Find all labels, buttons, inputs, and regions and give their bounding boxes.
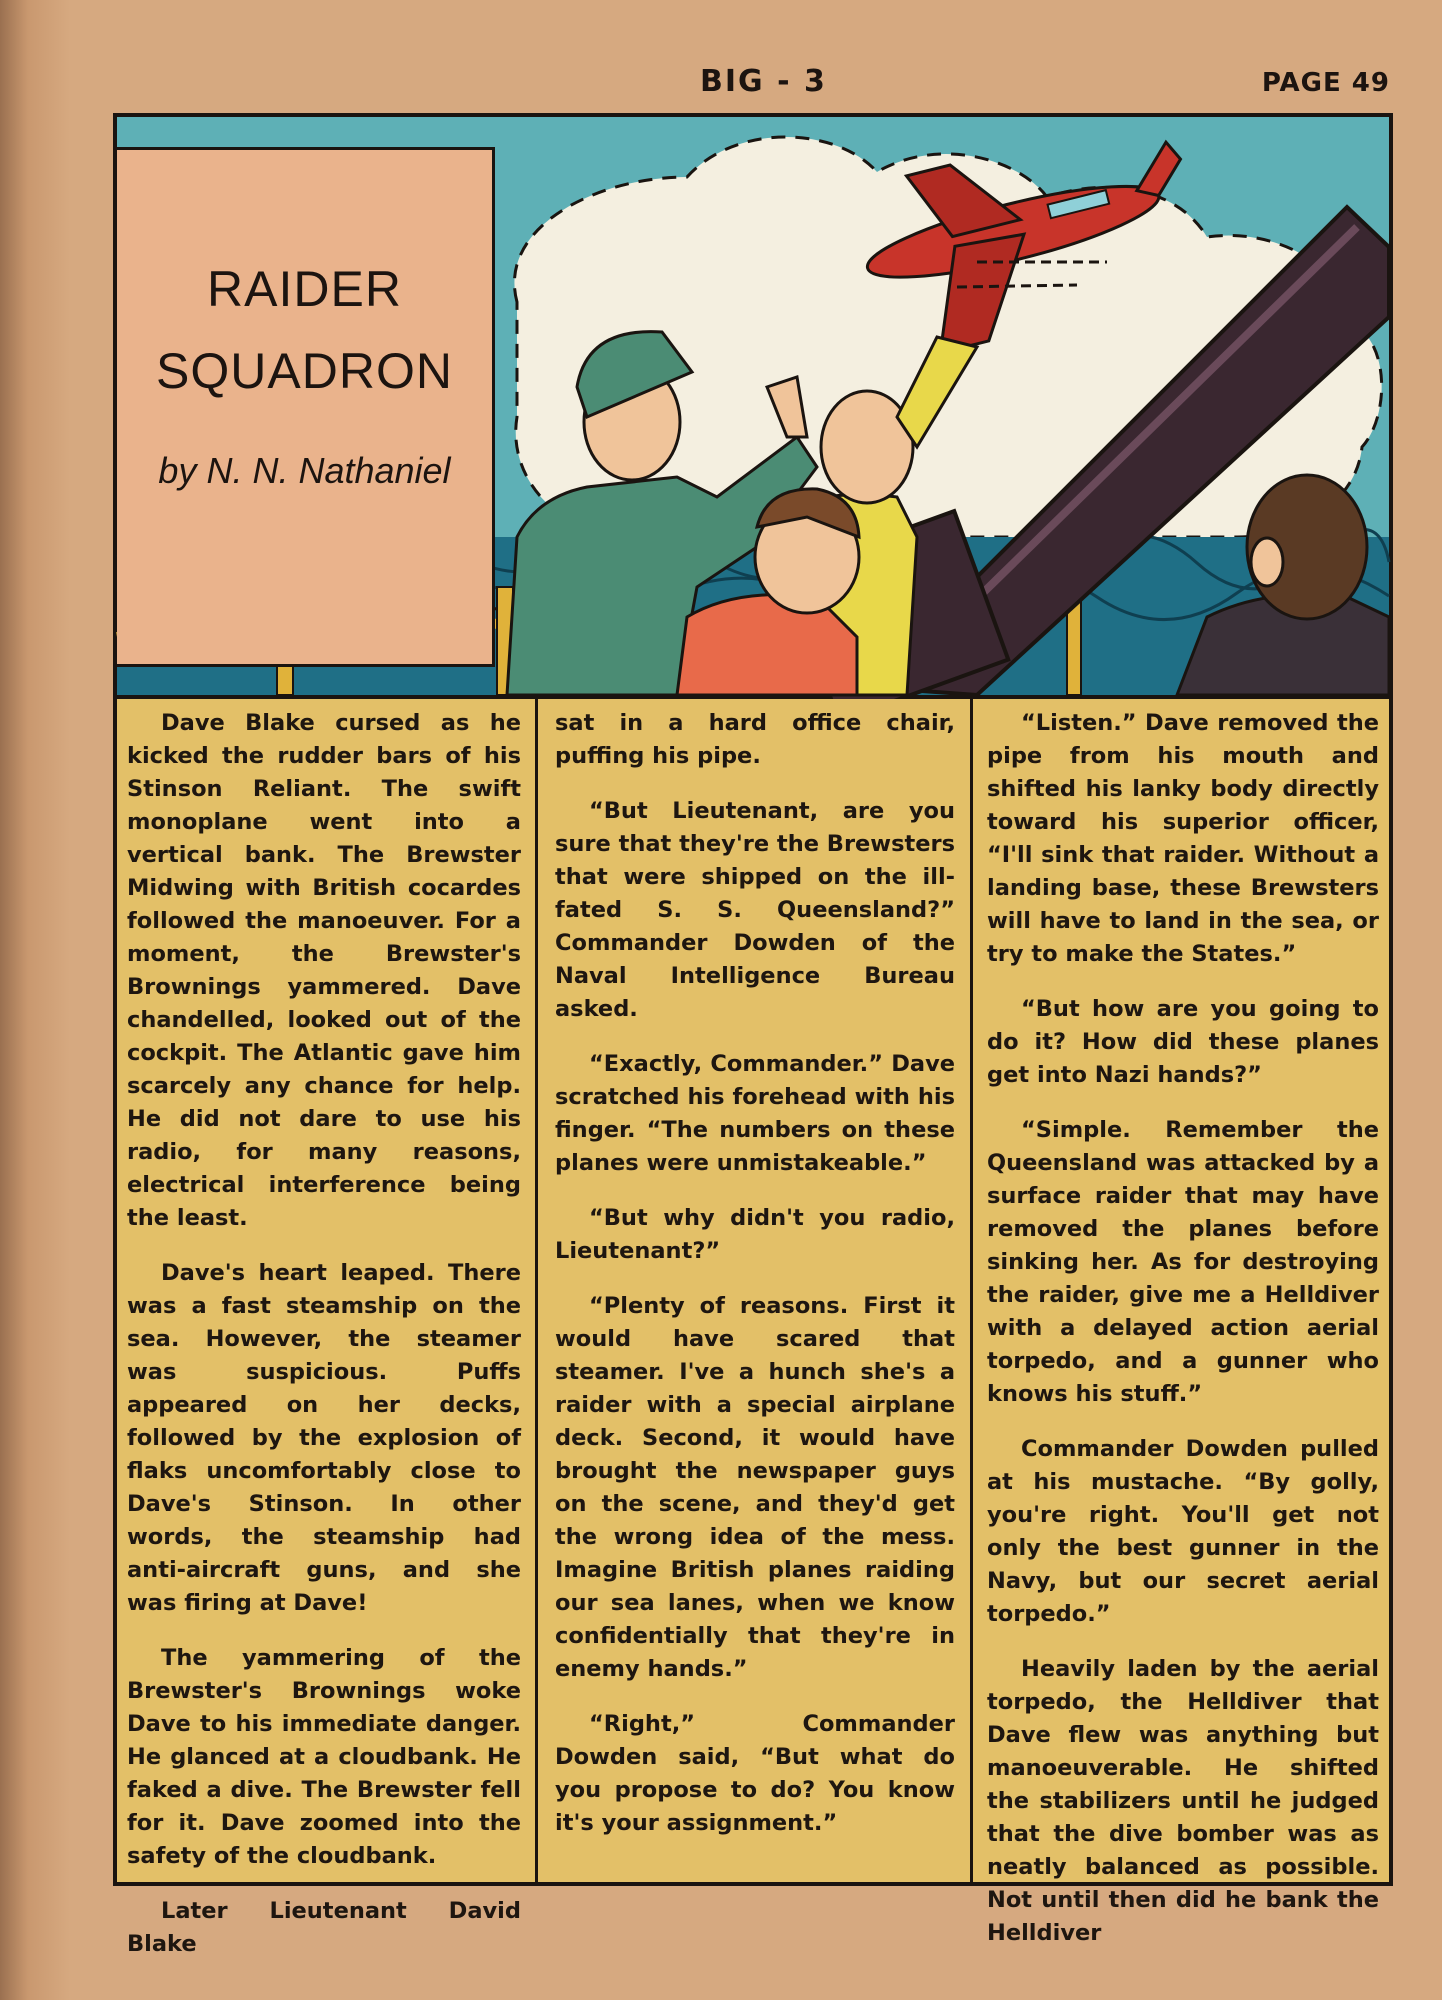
issue-label: BIG - 3 — [700, 64, 827, 99]
paragraph: Dave's heart leaped. There was a fast steamship on the sea. However, the steamer was suspicious. Puffs appeared on her decks, followed by the explosion of flaks uncomfortably close to Dave's Stinson. In other words, the steamship had anti-aircraft guns, and she was firing at Dave! — [127, 1260, 521, 1616]
paragraph: “Simple. Remember the Queensland was attacked by a surface raider that may have removed the planes before sinking her. As for destroying the raider, give me a Helldiver with a delayed action aerial torpedo, and a gunner who knows his stuff.” — [987, 1117, 1379, 1407]
comic-illustration-panel — [117, 117, 1389, 699]
column-divider — [535, 699, 538, 1882]
story-text-area — [117, 699, 1389, 1957]
paragraph: The yammering of the Brewster's Brownings woke Dave to his immediate danger. He glanced at a cloudbank. He faked a dive. The Brewster fell for it. Dave zoomed into the safety of the cloudbank. — [127, 1645, 521, 1869]
paragraph: sat in a hard office chair, puffing his pipe. — [555, 710, 955, 769]
text-column-1 — [127, 699, 521, 1957]
text-column-3 — [987, 699, 1379, 1946]
page-number: PAGE 49 — [1261, 68, 1390, 98]
story-title-box — [117, 147, 495, 667]
page-frame — [113, 113, 1393, 1957]
paragraph: “Exactly, Commander.” Dave scratched his forehead with his finger. “The numbers on these planes were unmistakeable.” — [555, 1051, 955, 1176]
column-divider — [970, 699, 973, 1882]
paragraph: Dave Blake cursed as he kicked the rudder bars of his Stinson Reliant. The swift monoplane went into a vertical bank. The Brewster Midwing with British cocardes followed the manoeuver. For a moment, the Brewster's Brownings yammered. Dave chandelled, looked out of the cockpit. The Atlantic gave him scarcely any chance for help. He did not dare to use his radio, for many reasons, electrical interference being the least. — [127, 710, 521, 1231]
paragraph: “But Lieutenant, are you sure that they're the Brewsters that were shipped on the ill-fated S. S. Queensland?” Commander Dowden of the Naval Intelligence Bureau asked. — [555, 798, 955, 1022]
page-gutter-shadow — [0, 0, 70, 2000]
paragraph: “But why didn't you radio, Lieutenant?” — [555, 1205, 955, 1264]
paragraph: “Right,” Commander Dowden said, “But what do you propose to do? You know it's your assignment.” — [555, 1711, 955, 1836]
paragraph: “But how are you going to do it? How did these planes get into Nazi hands?” — [987, 996, 1379, 1088]
author-byline: by N. N. Nathaniel — [158, 450, 451, 491]
paragraph: Heavily laden by the aerial torpedo, the Helldiver that Dave flew was anything but manoeuverable. He shifted the stabilizers until he judged that the dive bomber was as neatly balanced as possible. Not until then did he bank the Helldiver — [987, 1656, 1379, 1946]
story-title-line-1: RAIDER — [207, 261, 402, 317]
story-title-line-2: SQUADRON — [156, 343, 453, 399]
page-header — [0, 64, 1442, 104]
paragraph: Commander Dowden pulled at his mustache. “By golly, you're right. You'll get not only the best gunner in the Navy, but our secret aerial torpedo.” — [987, 1436, 1379, 1627]
paragraph: Later Lieutenant David Blake — [127, 1898, 521, 1957]
paragraph: “Listen.” Dave removed the pipe from his mouth and shifted his lanky body directly toward his superior officer, “I'll sink that raider. Without a landing base, these Brewsters will have to land in the sea, or try to make the States.” — [987, 710, 1379, 967]
paragraph: “Plenty of reasons. First it would have scared that steamer. I've a hunch she's a raider with a special airplane deck. Second, it would have brought the newspaper guys on the scene, and they'd get the wrong idea of the mess. Imagine British planes raiding our sea lanes, when we know confidentially that they're in enemy hands.” — [555, 1293, 955, 1682]
text-column-2 — [555, 699, 955, 1882]
